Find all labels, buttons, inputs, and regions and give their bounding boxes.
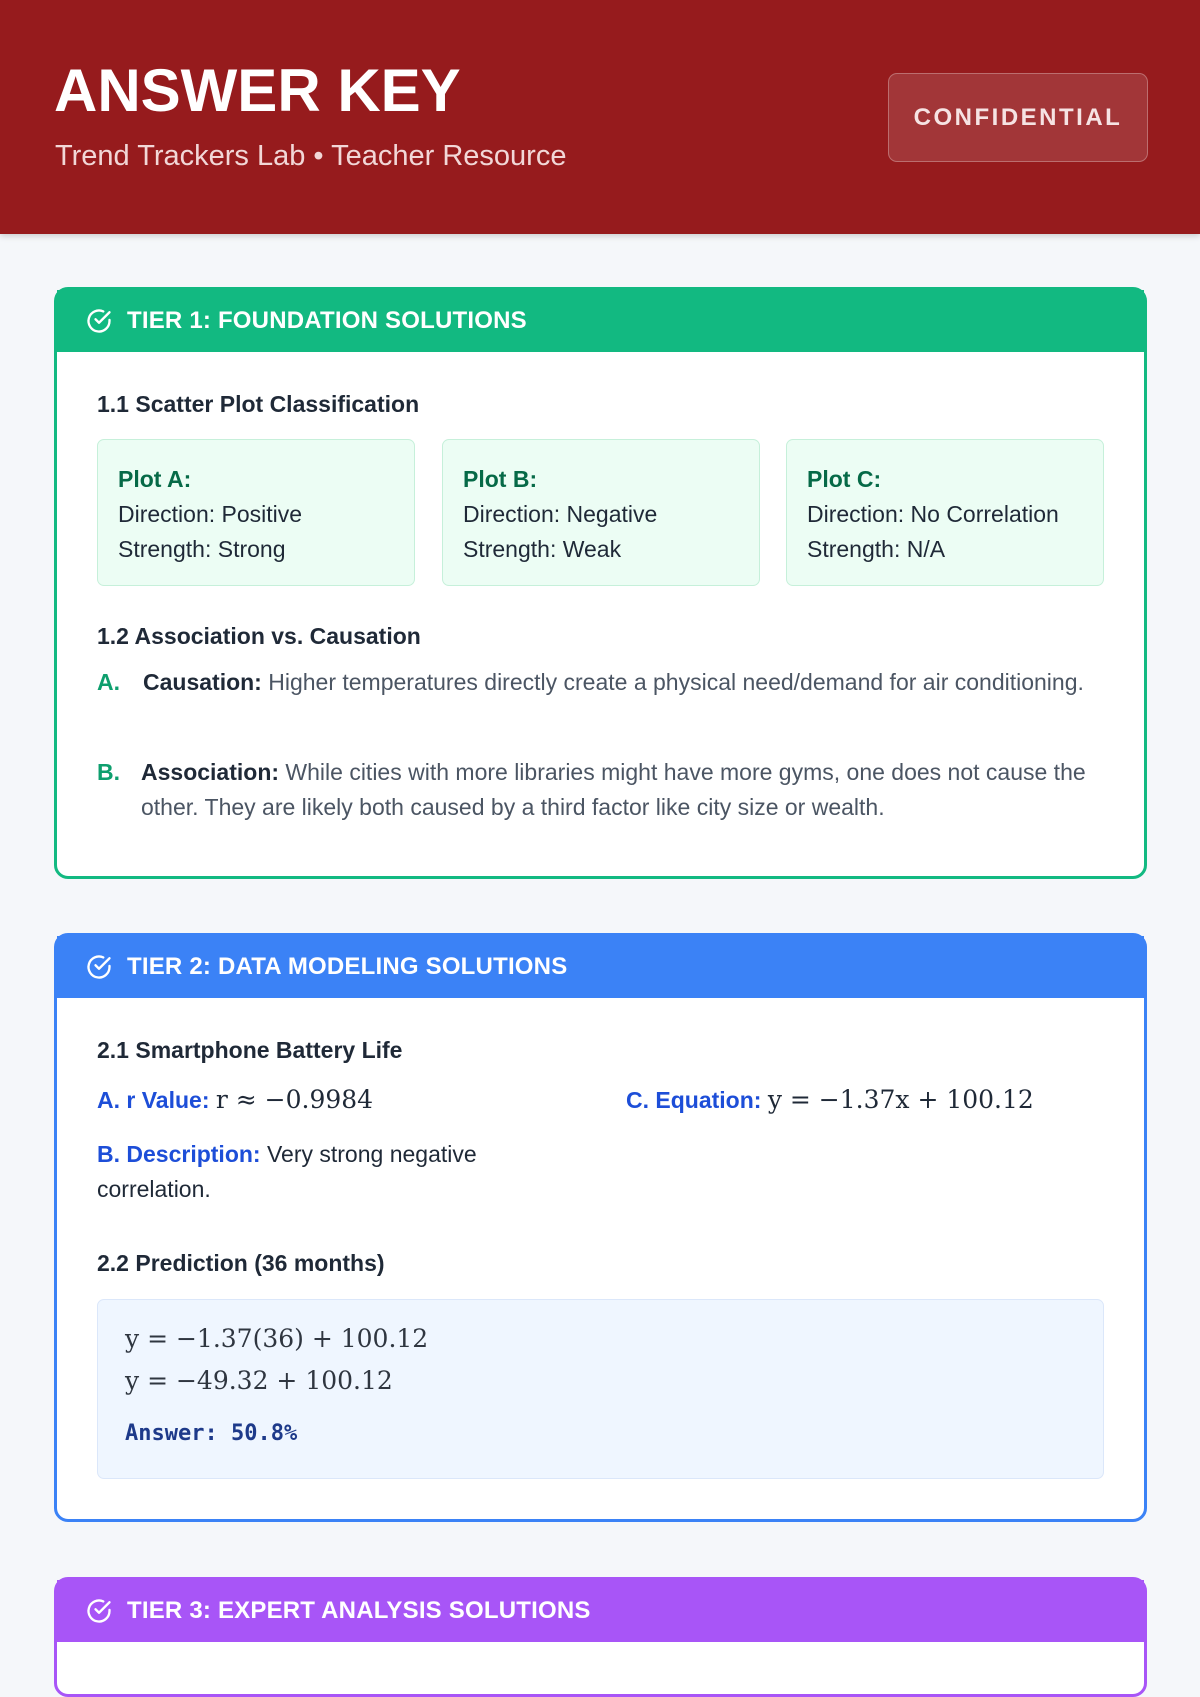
plot-a-direction: Direction: Positive — [118, 501, 303, 527]
prediction-box — [97, 1299, 1104, 1479]
plot-c-direction: Direction: No Correlation — [807, 501, 1059, 527]
description-label: B. Description: — [97, 1141, 261, 1167]
check-circle-icon — [85, 1597, 113, 1625]
tier2-title: TIER 2: DATA MODELING SOLUTIONS — [127, 953, 568, 980]
assoc-item-b-letter: B. — [97, 759, 120, 785]
plot-b-box — [442, 439, 760, 586]
plot-c-box — [786, 439, 1104, 586]
section-1-1-heading: 1.1 Scatter Plot Classification — [97, 391, 420, 417]
assoc-item-a-term: Causation: — [143, 669, 262, 695]
r-value-row — [97, 1082, 373, 1118]
equation-value: y = −1.37x + 100.12 — [767, 1085, 1034, 1114]
r-value: r ≈ −0.9984 — [215, 1085, 374, 1114]
prediction-answer: Answer: 50.8% — [125, 1421, 298, 1446]
equation-row — [626, 1082, 1034, 1118]
confidential-badge: CONFIDENTIAL — [888, 73, 1148, 162]
page-title: ANSWER KEY — [54, 57, 461, 124]
assoc-item-b-term: Association: — [141, 759, 280, 785]
check-circle-icon — [85, 953, 113, 981]
plot-b-name: Plot B: — [463, 466, 538, 492]
description-value: Very strong negative correlation. — [97, 1141, 477, 1202]
tier3-header — [57, 1580, 1144, 1642]
tier1-title: TIER 1: FOUNDATION SOLUTIONS — [127, 307, 527, 334]
section-2-2-heading: 2.2 Prediction (36 months) — [97, 1250, 385, 1276]
plot-a-name: Plot A: — [118, 466, 192, 492]
assoc-item-b-text: While cities with more libraries might have more gyms, one does not cause the other. They are likely both caused by a third factor like city size or wealth. — [141, 759, 1086, 820]
check-circle-icon — [85, 307, 113, 335]
plot-b-strength: Strength: Weak — [463, 536, 622, 562]
tier2-card — [54, 933, 1147, 1522]
section-2-1-heading: 2.1 Smartphone Battery Life — [97, 1037, 403, 1063]
r-value-label: A. r Value: — [97, 1087, 210, 1113]
tier3-title: TIER 3: EXPERT ANALYSIS SOLUTIONS — [127, 1597, 591, 1624]
prediction-step-2: y = −49.32 + 100.12 — [125, 1366, 393, 1395]
assoc-item-a — [97, 665, 1097, 700]
plot-c-strength: Strength: N/A — [807, 536, 946, 562]
plot-a-box — [97, 439, 415, 586]
tier2-header — [57, 936, 1144, 998]
tier1-header — [57, 290, 1144, 352]
assoc-item-a-text: Higher temperatures directly create a physical need/demand for air conditioning. — [261, 669, 1084, 695]
description-row — [97, 1137, 517, 1207]
section-1-2-heading: 1.2 Association vs. Causation — [97, 623, 421, 649]
page-subtitle: Trend Trackers Lab • Teacher Resource — [55, 140, 567, 172]
plot-a-strength: Strength: Strong — [118, 536, 286, 562]
tier3-card — [54, 1577, 1147, 1697]
page-header — [0, 0, 1200, 234]
tier1-card — [54, 287, 1147, 879]
plot-c-name: Plot C: — [807, 466, 882, 492]
prediction-step-1: y = −1.37(36) + 100.12 — [125, 1324, 429, 1353]
assoc-item-a-letter: A. — [97, 669, 120, 695]
plot-b-direction: Direction: Negative — [463, 501, 658, 527]
equation-label: C. Equation: — [626, 1087, 762, 1113]
assoc-item-b — [97, 755, 1097, 825]
